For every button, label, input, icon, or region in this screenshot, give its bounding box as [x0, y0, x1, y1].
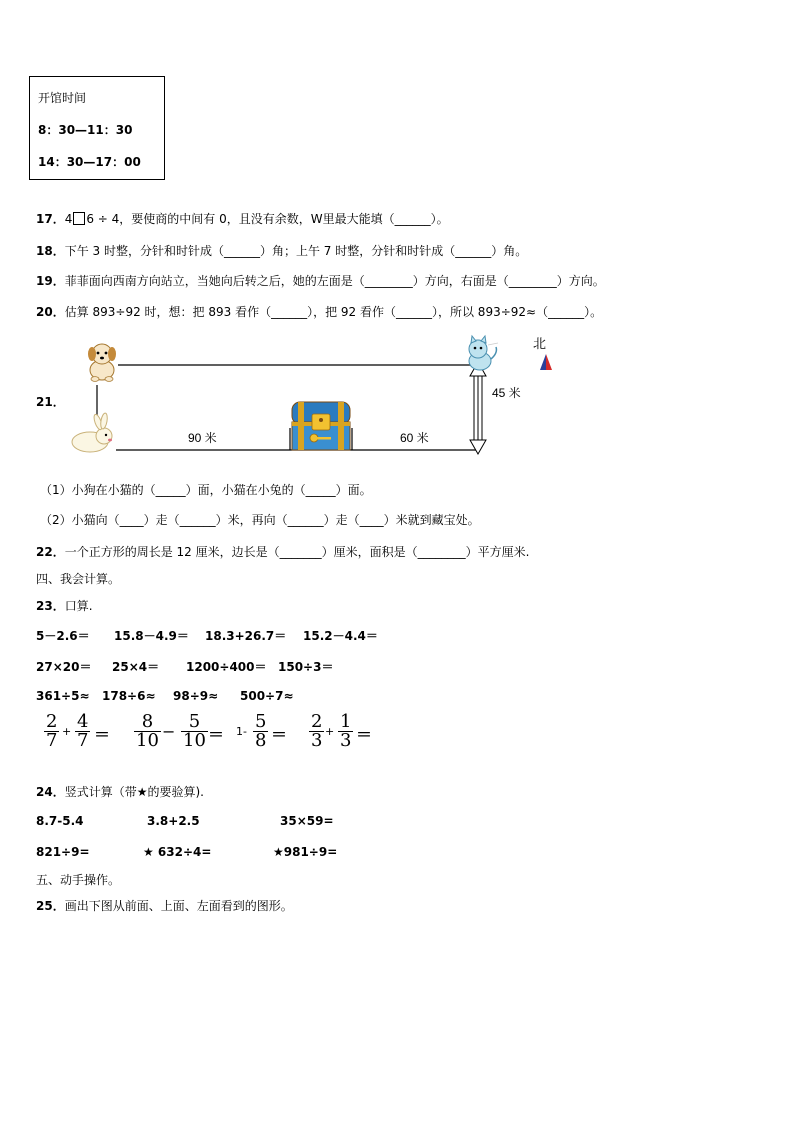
- north-label: 北: [533, 337, 547, 352]
- q21-subquestion-2: （2）小猫向（____）走（______）米，再向（______）走（____）米就到藏宝处。: [40, 513, 480, 527]
- fraction: $\frac{4}{7}$: [77, 711, 89, 751]
- question-17: [36, 210, 449, 227]
- rabbit-icon: [72, 413, 112, 452]
- section-5-heading: 五、动手操作。: [36, 873, 121, 887]
- fraction: $\frac{2}{7}$: [46, 711, 58, 751]
- equals: ＝: [94, 725, 111, 744]
- question-number: 19．: [36, 274, 65, 288]
- equals: ＝: [356, 725, 373, 744]
- question-text: 一个正方形的周长是 12 厘米，边长是（_______）厘米，面积是（________）平方厘米.: [64, 545, 530, 559]
- q24-item: 3.8+2.5: [147, 814, 200, 828]
- q23-item: 150÷3＝: [278, 660, 334, 674]
- opening-hours-title: 开馆时间: [38, 91, 87, 105]
- q23-item: 1200÷400＝: [186, 660, 267, 674]
- question-text: 估算 893÷92 时，想：把 893 看作（______），把 92 看作（______），所以 893÷92≈（______）。: [64, 305, 603, 319]
- q23-item: 18.3+26.7＝: [205, 629, 287, 643]
- q23-item: 15.8－4.9＝: [114, 629, 189, 643]
- morning-hours: 8：30—11：30: [38, 123, 133, 137]
- section-4-heading: 四、我会计算。: [36, 572, 121, 586]
- q21-subquestion-1: （1）小狗在小猫的（_____）面，小猫在小兔的（_____）面。: [40, 483, 372, 497]
- distance-label-90: 90 米: [188, 431, 217, 445]
- question-text: 口算.: [64, 599, 93, 613]
- question-number: 23．: [36, 599, 65, 613]
- q23-item: 15.2－4.4＝: [303, 629, 378, 643]
- question-24: [36, 783, 204, 800]
- question-text: 画出下图从前面、上面、左面看到的图形。: [64, 899, 293, 913]
- question-text: 下午 3 时整，分针和时针成（______）角；上午 7 时整，分针和时针成（______）角。: [64, 244, 528, 258]
- cat-icon: [469, 336, 498, 370]
- question-text: 竖式计算（带★的要验算).: [64, 785, 204, 799]
- blank-square-icon: [73, 212, 85, 225]
- north-arrow-icon: [540, 354, 552, 370]
- q23-item: 27×20＝: [36, 660, 92, 674]
- q21-map-diagram: [60, 330, 580, 470]
- fraction: $\frac{2}{3}$: [311, 711, 323, 751]
- question-number: 18．: [36, 244, 65, 258]
- q23-item: 178÷6≈: [102, 689, 156, 703]
- dog-icon: [88, 344, 116, 381]
- fraction: $\frac{5}{8}$: [255, 711, 267, 751]
- fraction: $\frac{8}{10}$: [136, 711, 159, 751]
- opening-hours-box: [29, 76, 165, 180]
- question-number: 24．: [36, 785, 65, 799]
- q24-item: 35×59=: [280, 814, 334, 828]
- question-number: 25．: [36, 899, 65, 913]
- q23-item: 361÷5≈: [36, 689, 90, 703]
- question-number: 20．: [36, 305, 65, 319]
- question-number: 22．: [36, 545, 65, 559]
- question-18: [36, 242, 527, 259]
- question-21-number: 21．: [36, 395, 65, 409]
- fraction: $\frac{1}{3}$: [340, 711, 352, 751]
- question-20: [36, 303, 602, 320]
- afternoon-hours: 14：30—17：00: [38, 155, 141, 169]
- operator: −: [162, 722, 176, 741]
- question-number: 17．: [36, 212, 65, 226]
- equals: ＝: [208, 725, 225, 744]
- distance-label-45: 45 米: [492, 386, 521, 400]
- question-text: ，要使商的中间有 0，且没有余数，W里最大能填（______）。: [119, 212, 449, 226]
- question-19: [36, 272, 605, 289]
- question-22: [36, 543, 529, 560]
- fraction: $\frac{5}{10}$: [183, 711, 206, 751]
- q23-item: 25×4＝: [112, 660, 160, 674]
- question-text: 菲菲面向西南方向站立，当她向后转之后，她的左面是（________）方向，右面是（________）方向。: [64, 274, 605, 288]
- double-arrow-icon: [470, 362, 486, 454]
- operator: +: [62, 725, 72, 738]
- distance-label-60: 60 米: [400, 431, 429, 445]
- question-25: [36, 897, 293, 914]
- question-23: [36, 597, 93, 614]
- operator: +: [325, 725, 335, 738]
- operator: 1-: [236, 725, 247, 738]
- q24-item: ★981÷9=: [273, 845, 338, 859]
- treasure-chest-icon: [290, 402, 352, 450]
- q23-item: 5－2.6＝: [36, 629, 90, 643]
- q24-item: 8.7-5.4: [36, 814, 84, 828]
- q24-item: ★ 632÷4=: [143, 845, 212, 859]
- q23-item: 98÷9≈: [173, 689, 219, 703]
- q23-item: 500÷7≈: [240, 689, 294, 703]
- q24-item: 821÷9=: [36, 845, 90, 859]
- q17-dividend-pre: 4: [64, 212, 73, 226]
- q17-dividend-post: 6 ÷ 4: [86, 212, 120, 226]
- equals: ＝: [271, 725, 288, 744]
